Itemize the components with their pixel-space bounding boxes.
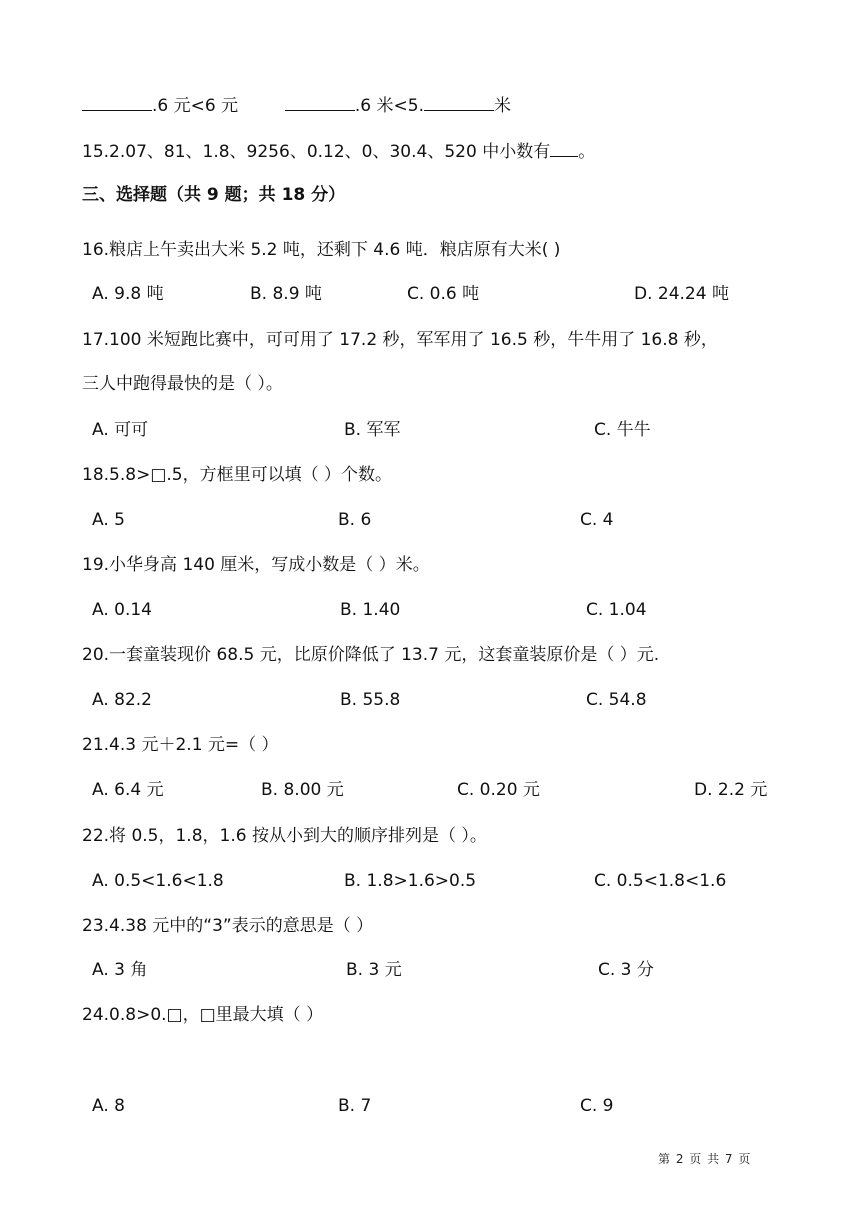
option-a[interactable]: A. 可可	[92, 420, 149, 440]
page-number-footer: 第 2 页 共 7 页	[658, 1152, 752, 1166]
question-18-stem: 18.5.8>□.5，方框里可以填（ ）个数。	[82, 465, 393, 485]
question-end: 。	[578, 142, 596, 162]
option-c[interactable]: C. 牛牛	[594, 420, 651, 440]
answer-blank[interactable]	[424, 92, 494, 111]
question-22-stem: 22.将 0.5，1.8，1.6 按从小到大的顺序排列是（ ）。	[82, 826, 487, 846]
option-c[interactable]: C. 9	[580, 1096, 614, 1116]
option-d[interactable]: D. 2.2 元	[694, 780, 768, 800]
option-b[interactable]: B. 8.00 元	[261, 780, 344, 800]
fill-in-unit: 米	[494, 96, 511, 116]
option-b[interactable]: B. 6	[338, 510, 372, 530]
answer-blank[interactable]	[285, 92, 355, 111]
option-c[interactable]: C. 54.8	[586, 690, 647, 710]
question-stem: 15.2.07、81、1.8、9256、0.12、0、30.4、520 中小数有	[82, 142, 551, 162]
option-a[interactable]: A. 5	[92, 510, 125, 530]
section-heading: 三、选择题（共 9 题；共 18 分）	[82, 185, 346, 205]
option-c[interactable]: C. 0.6 吨	[407, 284, 480, 304]
option-b[interactable]: B. 7	[338, 1096, 372, 1116]
fill-in-text: .6 米<5.	[354, 96, 424, 116]
option-b[interactable]: B. 8.9 吨	[250, 284, 322, 304]
option-a[interactable]: A. 0.14	[92, 600, 152, 620]
answer-blank[interactable]	[82, 92, 152, 111]
question-24-stem: 24.0.8>0.□，□里最大填（ ）	[82, 1005, 324, 1025]
option-c[interactable]: C. 1.04	[586, 600, 647, 620]
question-15	[82, 138, 595, 164]
option-b[interactable]: B. 1.40	[340, 600, 401, 620]
option-a[interactable]: A. 9.8 吨	[92, 284, 164, 304]
option-d[interactable]: D. 24.24 吨	[634, 284, 729, 304]
option-c[interactable]: C. 3 分	[598, 960, 654, 980]
option-b[interactable]: B. 55.8	[340, 690, 401, 710]
option-b[interactable]: B. 3 元	[346, 960, 402, 980]
question-23-stem: 23.4.38 元中的“3”表示的意思是（ ）	[82, 916, 374, 936]
fill-in-text: .6 元<6 元	[152, 96, 239, 116]
option-c[interactable]: C. 0.20 元	[457, 780, 540, 800]
option-c[interactable]: C. 4	[580, 510, 614, 530]
answer-blank[interactable]	[550, 138, 578, 157]
fill-in-line-14	[82, 92, 511, 118]
option-a[interactable]: A. 6.4 元	[92, 780, 164, 800]
option-a[interactable]: A. 8	[92, 1096, 125, 1116]
option-a[interactable]: A. 0.5<1.6<1.8	[92, 871, 224, 891]
option-b[interactable]: B. 军军	[344, 420, 401, 440]
question-20-stem: 20.一套童装现价 68.5 元，比原价降低了 13.7 元，这套童装原价是（ ）元.	[82, 645, 660, 665]
question-21-stem: 21.4.3 元＋2.1 元=（ ）	[82, 735, 279, 755]
question-17-stem-cont: 三人中跑得最快的是（ ）。	[82, 374, 283, 394]
option-a[interactable]: A. 82.2	[92, 690, 152, 710]
option-c[interactable]: C. 0.5<1.8<1.6	[594, 871, 727, 891]
question-19-stem: 19.小华身高 140 厘米，写成小数是（ ）米。	[82, 555, 430, 575]
option-a[interactable]: A. 3 角	[92, 960, 148, 980]
question-17-stem: 17.100 米短跑比赛中，可可用了 17.2 秒，军军用了 16.5 秒，牛牛用了 16.8 秒，	[82, 330, 718, 350]
option-b[interactable]: B. 1.8>1.6>0.5	[344, 871, 477, 891]
question-16-stem: 16.粮店上午卖出大米 5.2 吨，还剩下 4.6 吨．粮店原有大米( )	[82, 240, 561, 260]
